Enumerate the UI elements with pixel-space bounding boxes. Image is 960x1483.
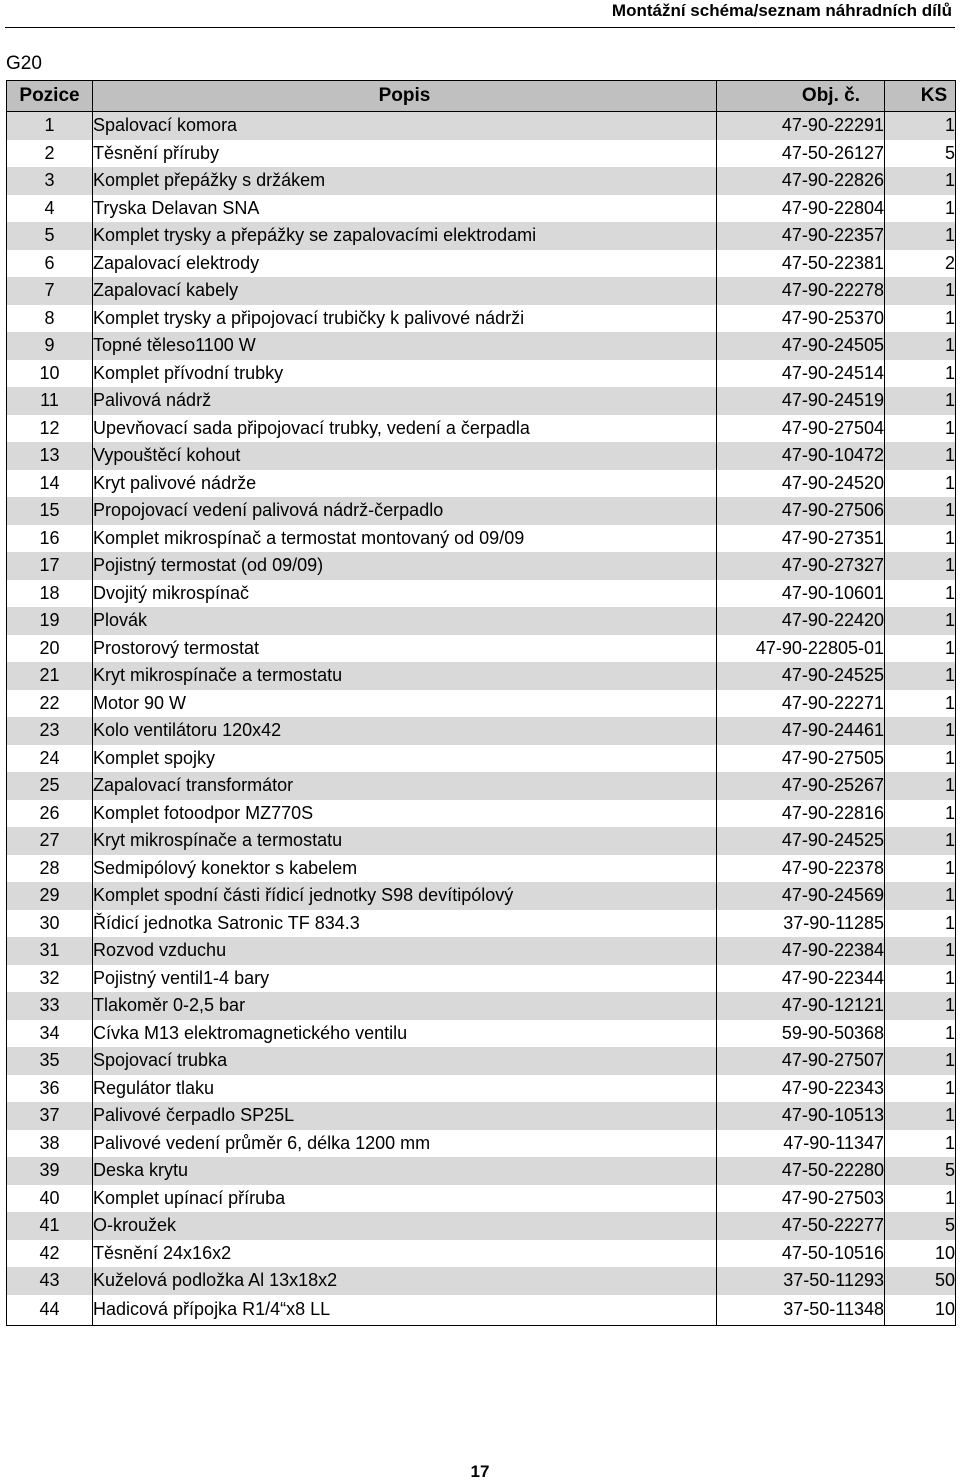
cell-position: 27 — [7, 827, 93, 855]
cell-description: Zapalovací transformátor — [93, 772, 717, 800]
table-row — [7, 882, 956, 910]
cell-description: Komplet přepážky s držákem — [93, 167, 717, 195]
cell-description: Kryt palivové nádrže — [93, 470, 717, 498]
cell-quantity: 50 — [885, 1267, 956, 1295]
cell-position: 18 — [7, 580, 93, 608]
cell-position: 44 — [7, 1295, 93, 1326]
cell-order-number: 47-90-24569 — [717, 882, 885, 910]
cell-description: Komplet fotoodpor MZ770S — [93, 800, 717, 828]
table-row — [7, 387, 956, 415]
cell-quantity: 5 — [885, 1212, 956, 1240]
cell-description: Komplet spojky — [93, 745, 717, 773]
table-row — [7, 1047, 956, 1075]
table-row — [7, 1240, 956, 1268]
cell-quantity: 1 — [885, 415, 956, 443]
cell-description: Zapalovací elektrody — [93, 250, 717, 278]
table-row — [7, 992, 956, 1020]
cell-order-number: 47-90-22384 — [717, 937, 885, 965]
cell-order-number: 47-90-22278 — [717, 277, 885, 305]
cell-description: Pojistný termostat (od 09/09) — [93, 552, 717, 580]
cell-quantity: 1 — [885, 1075, 956, 1103]
cell-quantity: 1 — [885, 1102, 956, 1130]
cell-quantity: 1 — [885, 222, 956, 250]
cell-order-number: 47-90-24525 — [717, 827, 885, 855]
cell-quantity: 1 — [885, 277, 956, 305]
cell-position: 32 — [7, 965, 93, 993]
cell-position: 15 — [7, 497, 93, 525]
cell-description: Topné těleso1100 W — [93, 332, 717, 360]
table-row — [7, 1267, 956, 1295]
cell-position: 28 — [7, 855, 93, 883]
cell-description: Komplet spodní části řídicí jednotky S98 devítipólový — [93, 882, 717, 910]
cell-position: 36 — [7, 1075, 93, 1103]
cell-position: 26 — [7, 800, 93, 828]
table-row — [7, 277, 956, 305]
cell-position: 3 — [7, 167, 93, 195]
cell-quantity: 1 — [885, 1130, 956, 1158]
cell-quantity: 1 — [885, 470, 956, 498]
cell-position: 31 — [7, 937, 93, 965]
document-header-title: Montážní schéma/seznam náhradních dílů — [611, 1, 952, 20]
cell-description: Pojistný ventil1-4 bary — [93, 965, 717, 993]
cell-order-number: 47-90-25267 — [717, 772, 885, 800]
cell-position: 43 — [7, 1267, 93, 1295]
cell-description: Komplet trysky a připojovací trubičky k palivové nádrži — [93, 305, 717, 333]
cell-order-number: 47-90-24520 — [717, 470, 885, 498]
cell-position: 40 — [7, 1185, 93, 1213]
cell-order-number: 47-90-22378 — [717, 855, 885, 883]
cell-position: 30 — [7, 910, 93, 938]
cell-quantity: 1 — [885, 827, 956, 855]
cell-description: Prostorový termostat — [93, 635, 717, 663]
cell-order-number: 47-90-24505 — [717, 332, 885, 360]
cell-order-number: 47-90-27507 — [717, 1047, 885, 1075]
cell-description: Tryska Delavan SNA — [93, 195, 717, 223]
cell-quantity: 1 — [885, 112, 956, 140]
table-row — [7, 1185, 956, 1213]
cell-quantity: 1 — [885, 1185, 956, 1213]
cell-order-number: 47-90-27351 — [717, 525, 885, 553]
table-row — [7, 525, 956, 553]
table-row — [7, 690, 956, 718]
cell-description: O-kroužek — [93, 1212, 717, 1240]
cell-quantity: 1 — [885, 332, 956, 360]
cell-quantity: 1 — [885, 167, 956, 195]
cell-position: 12 — [7, 415, 93, 443]
table-row — [7, 580, 956, 608]
model-label: G20 — [6, 53, 42, 74]
cell-position: 41 — [7, 1212, 93, 1240]
table-row — [7, 360, 956, 388]
cell-order-number: 47-90-25370 — [717, 305, 885, 333]
cell-position: 11 — [7, 387, 93, 415]
cell-order-number: 47-90-27505 — [717, 745, 885, 773]
cell-order-number: 47-90-22291 — [717, 112, 885, 140]
cell-quantity: 1 — [885, 937, 956, 965]
cell-position: 5 — [7, 222, 93, 250]
cell-order-number: 47-90-22344 — [717, 965, 885, 993]
table-header-row — [7, 81, 956, 112]
cell-quantity: 1 — [885, 772, 956, 800]
cell-order-number: 47-90-10472 — [717, 442, 885, 470]
cell-description: Palivová nádrž — [93, 387, 717, 415]
cell-quantity: 10 — [885, 1240, 956, 1268]
cell-description: Komplet mikrospínač a termostat montovaný od 09/09 — [93, 525, 717, 553]
header-divider — [5, 27, 955, 28]
cell-order-number: 47-50-22381 — [717, 250, 885, 278]
cell-quantity: 1 — [885, 910, 956, 938]
cell-position: 4 — [7, 195, 93, 223]
cell-quantity: 1 — [885, 607, 956, 635]
table-row — [7, 717, 956, 745]
table-row — [7, 222, 956, 250]
cell-position: 24 — [7, 745, 93, 773]
cell-quantity: 1 — [885, 635, 956, 663]
table-row — [7, 607, 956, 635]
cell-quantity: 1 — [885, 552, 956, 580]
cell-order-number: 47-90-10601 — [717, 580, 885, 608]
cell-position: 14 — [7, 470, 93, 498]
table-row — [7, 497, 956, 525]
column-header-description: Popis — [93, 81, 717, 112]
cell-description: Regulátor tlaku — [93, 1075, 717, 1103]
cell-order-number: 47-90-27327 — [717, 552, 885, 580]
cell-position: 23 — [7, 717, 93, 745]
cell-position: 8 — [7, 305, 93, 333]
cell-quantity: 1 — [885, 800, 956, 828]
cell-quantity: 1 — [885, 497, 956, 525]
table-row — [7, 937, 956, 965]
cell-quantity: 1 — [885, 525, 956, 553]
cell-quantity: 1 — [885, 882, 956, 910]
cell-description: Spalovací komora — [93, 112, 717, 140]
cell-description: Těsnění příruby — [93, 140, 717, 168]
cell-description: Komplet přívodní trubky — [93, 360, 717, 388]
cell-position: 19 — [7, 607, 93, 635]
cell-description: Sedmipólový konektor s kabelem — [93, 855, 717, 883]
cell-description: Hadicová přípojka R1/4“x8 LL — [93, 1295, 717, 1326]
table-row — [7, 112, 956, 140]
cell-order-number: 37-90-11285 — [717, 910, 885, 938]
table-row — [7, 442, 956, 470]
parts-table — [6, 80, 956, 1326]
cell-quantity: 2 — [885, 250, 956, 278]
cell-description: Palivové vedení průměr 6, délka 1200 mm — [93, 1130, 717, 1158]
table-row — [7, 855, 956, 883]
table-row — [7, 1212, 956, 1240]
table-row — [7, 195, 956, 223]
cell-order-number: 47-50-26127 — [717, 140, 885, 168]
cell-order-number: 47-90-22816 — [717, 800, 885, 828]
table-row — [7, 910, 956, 938]
column-header-order-number: Obj. č. — [717, 81, 885, 112]
cell-order-number: 47-50-10516 — [717, 1240, 885, 1268]
cell-quantity: 1 — [885, 992, 956, 1020]
cell-position: 13 — [7, 442, 93, 470]
table-row — [7, 305, 956, 333]
cell-description: Komplet upínací příruba — [93, 1185, 717, 1213]
table-row — [7, 1075, 956, 1103]
cell-quantity: 5 — [885, 1157, 956, 1185]
table-row — [7, 800, 956, 828]
cell-quantity: 1 — [885, 442, 956, 470]
cell-order-number: 47-90-24519 — [717, 387, 885, 415]
cell-order-number: 47-50-22277 — [717, 1212, 885, 1240]
cell-quantity: 1 — [885, 1020, 956, 1048]
cell-position: 39 — [7, 1157, 93, 1185]
cell-quantity: 5 — [885, 140, 956, 168]
cell-description: Rozvod vzduchu — [93, 937, 717, 965]
cell-quantity: 1 — [885, 387, 956, 415]
table-row — [7, 1157, 956, 1185]
table-row — [7, 635, 956, 663]
cell-position: 42 — [7, 1240, 93, 1268]
column-header-position: Pozice — [7, 81, 93, 112]
cell-quantity: 1 — [885, 580, 956, 608]
cell-order-number: 37-50-11348 — [717, 1295, 885, 1326]
cell-order-number: 47-90-27504 — [717, 415, 885, 443]
cell-quantity: 1 — [885, 690, 956, 718]
cell-order-number: 47-90-22804 — [717, 195, 885, 223]
table-row — [7, 167, 956, 195]
table-row — [7, 552, 956, 580]
cell-position: 35 — [7, 1047, 93, 1075]
table-row — [7, 1102, 956, 1130]
cell-description: Vypouštěcí kohout — [93, 442, 717, 470]
cell-description: Komplet trysky a přepážky se zapalovacími elektrodami — [93, 222, 717, 250]
cell-description: Dvojitý mikrospínač — [93, 580, 717, 608]
cell-description: Upevňovací sada připojovací trubky, vedení a čerpadla — [93, 415, 717, 443]
cell-order-number: 47-90-22271 — [717, 690, 885, 718]
table-row — [7, 1130, 956, 1158]
table-row — [7, 772, 956, 800]
cell-position: 38 — [7, 1130, 93, 1158]
cell-quantity: 1 — [885, 745, 956, 773]
table-row — [7, 745, 956, 773]
cell-quantity: 10 — [885, 1295, 956, 1326]
cell-position: 9 — [7, 332, 93, 360]
cell-quantity: 1 — [885, 305, 956, 333]
cell-order-number: 47-90-22357 — [717, 222, 885, 250]
cell-order-number: 59-90-50368 — [717, 1020, 885, 1048]
table-row — [7, 827, 956, 855]
table-row — [7, 332, 956, 360]
table-row — [7, 662, 956, 690]
cell-position: 37 — [7, 1102, 93, 1130]
page-number: 17 — [470, 1462, 490, 1481]
cell-order-number: 47-90-22805-01 — [717, 635, 885, 663]
cell-description: Kolo ventilátoru 120x42 — [93, 717, 717, 745]
cell-order-number: 47-90-22420 — [717, 607, 885, 635]
cell-position: 1 — [7, 112, 93, 140]
cell-position: 2 — [7, 140, 93, 168]
table-row — [7, 140, 956, 168]
cell-position: 16 — [7, 525, 93, 553]
cell-order-number: 47-90-24525 — [717, 662, 885, 690]
table-row — [7, 1020, 956, 1048]
cell-description: Propojovací vedení palivová nádrž-čerpadlo — [93, 497, 717, 525]
table-row — [7, 250, 956, 278]
cell-quantity: 1 — [885, 965, 956, 993]
cell-position: 20 — [7, 635, 93, 663]
cell-position: 22 — [7, 690, 93, 718]
cell-order-number: 47-90-10513 — [717, 1102, 885, 1130]
cell-description: Kuželová podložka Al 13x18x2 — [93, 1267, 717, 1295]
table-row — [7, 415, 956, 443]
cell-position: 33 — [7, 992, 93, 1020]
cell-description: Palivové čerpadlo SP25L — [93, 1102, 717, 1130]
parts-table-body — [7, 112, 956, 1326]
cell-position: 25 — [7, 772, 93, 800]
cell-position: 7 — [7, 277, 93, 305]
cell-position: 34 — [7, 1020, 93, 1048]
cell-position: 6 — [7, 250, 93, 278]
table-row — [7, 965, 956, 993]
cell-quantity: 1 — [885, 1047, 956, 1075]
cell-position: 10 — [7, 360, 93, 388]
cell-description: Těsnění 24x16x2 — [93, 1240, 717, 1268]
cell-description: Cívka M13 elektromagnetického ventilu — [93, 1020, 717, 1048]
cell-description: Kryt mikrospínače a termostatu — [93, 827, 717, 855]
cell-quantity: 1 — [885, 662, 956, 690]
table-row — [7, 470, 956, 498]
cell-quantity: 1 — [885, 717, 956, 745]
cell-order-number: 47-90-27506 — [717, 497, 885, 525]
cell-quantity: 1 — [885, 195, 956, 223]
cell-order-number: 47-90-11347 — [717, 1130, 885, 1158]
cell-order-number: 37-50-11293 — [717, 1267, 885, 1295]
cell-description: Zapalovací kabely — [93, 277, 717, 305]
cell-order-number: 47-90-24461 — [717, 717, 885, 745]
cell-description: Řídicí jednotka Satronic TF 834.3 — [93, 910, 717, 938]
cell-description: Tlakoměr 0-2,5 bar — [93, 992, 717, 1020]
cell-description: Spojovací trubka — [93, 1047, 717, 1075]
cell-description: Deska krytu — [93, 1157, 717, 1185]
cell-order-number: 47-50-22280 — [717, 1157, 885, 1185]
cell-description: Motor 90 W — [93, 690, 717, 718]
cell-order-number: 47-90-22826 — [717, 167, 885, 195]
cell-order-number: 47-90-27503 — [717, 1185, 885, 1213]
cell-order-number: 47-90-12121 — [717, 992, 885, 1020]
cell-position: 29 — [7, 882, 93, 910]
cell-description: Kryt mikrospínače a termostatu — [93, 662, 717, 690]
cell-description: Plovák — [93, 607, 717, 635]
table-row — [7, 1295, 956, 1326]
cell-order-number: 47-90-24514 — [717, 360, 885, 388]
cell-order-number: 47-90-22343 — [717, 1075, 885, 1103]
cell-quantity: 1 — [885, 855, 956, 883]
cell-position: 21 — [7, 662, 93, 690]
cell-position: 17 — [7, 552, 93, 580]
column-header-quantity: KS — [885, 81, 956, 112]
cell-quantity: 1 — [885, 360, 956, 388]
